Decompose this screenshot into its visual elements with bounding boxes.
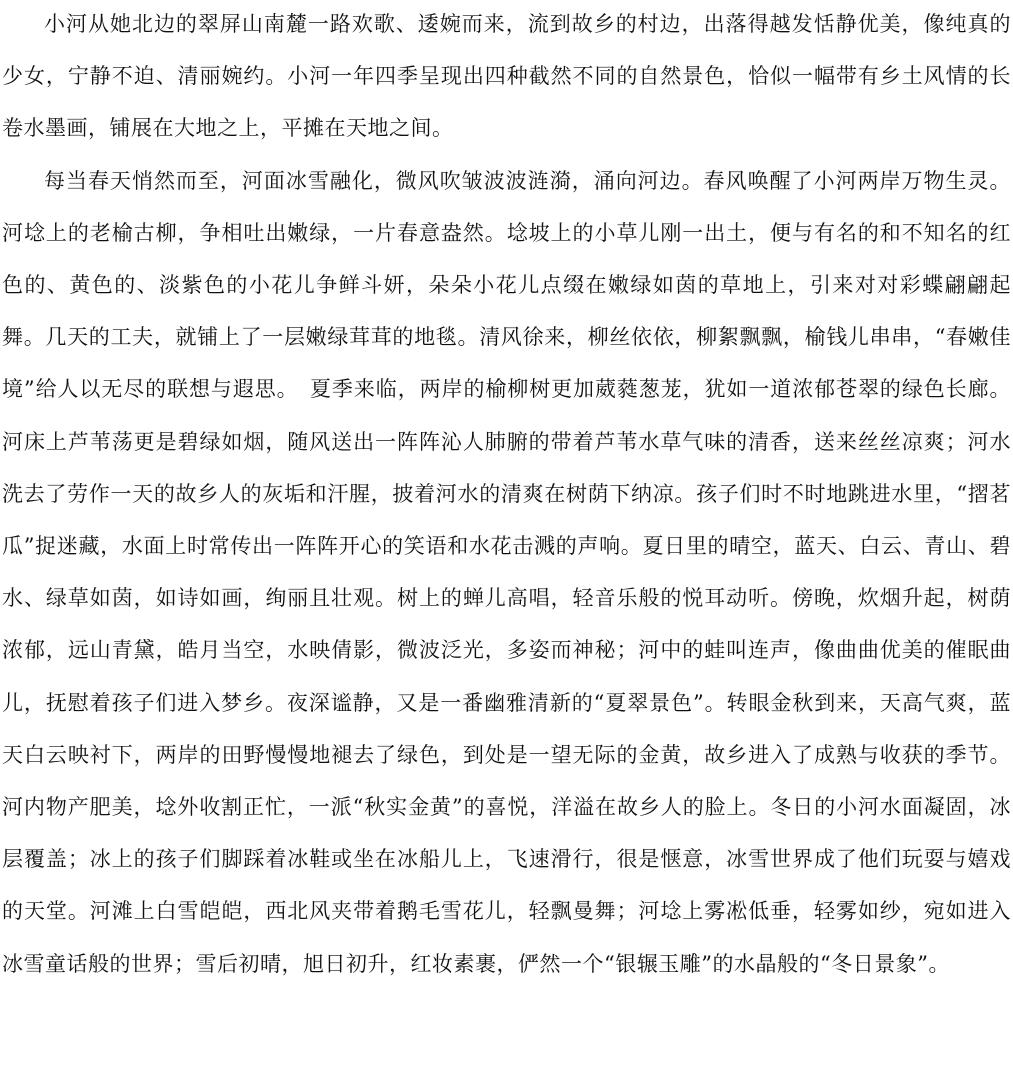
paragraph-intro: 小河从她北边的翠屏山南麓一路欢歌、逶婉而来，流到故乡的村边，出落得越发恬静优美，像纯真的少女，宁静不迫、清丽婉约。小河一年四季呈现出四种截然不同的自然景色，恰似一幅带有乡土风情的长卷水墨画，铺展在大地之上，平摊在天地之间。	[2, 12, 1011, 141]
paragraph-seasons: 每当春天悄然而至，河面冰雪融化，微风吹皱波波涟漪，涌向河边。春风唤醒了小河两岸万物生灵。河埝上的老榆古柳，争相吐出嫩绿，一片春意盎然。埝坡上的小草儿刚一出土，便与有名的和不知名的红色的、黄色的、淡紫色的小花儿争鲜斗妍，朵朵小花儿点缀在嫩绿如茵的草地上，引来对对彩蝶翩翩起舞。几天的工夫，就铺上了一层嫩绿茸茸的地毯。清风徐来，柳丝依依，柳絮飘飘，榆钱儿串串，“春嫩佳境”给人以无尽的联想与遐思。 夏季来临，两岸的榆柳树更加葳蕤葱茏，犹如一道浓郁苍翠的绿色长廊。河床上芦苇荡更是碧绿如烟，随风送出一阵阵沁人肺腑的带着芦苇水草气味的清香，送来丝丝凉爽；河水洗去了劳作一天的故乡人的灰垢和汗腥，披着河水的清爽在树荫下纳凉。孩子们时不时地跳进水里，“摺茗瓜”捉迷藏，水面上时常传出一阵阵开心的笑语和水花击溅的声响。夏日里的晴空，蓝天、白云、青山、碧水、绿草如茵，如诗如画，绚丽且壮观。树上的蝉儿高唱，轻音乐般的悦耳动听。傍晚，炊烟升起，树荫浓郁，远山青黛，皓月当空，水映倩影，微波泛光，多姿而神秘；河中的蛙叫连声，像曲曲优美的催眠曲儿，抚慰着孩子们进入梦乡。夜深谧静，又是一番幽雅清新的“夏翠景色”。转眼金秋到来，天高气爽，蓝天白云映衬下，两岸的田野慢慢地褪去了绿色，到处是一望无际的金黄，故乡进入了成熟与收获的季节。河内物产肥美，埝外收割正忙，一派“秋实金黄”的喜悦，洋溢在故乡人的脸上。冬日的小河水面凝固，冰层覆盖；冰上的孩子们脚踩着冰鞋或坐在冰船儿上，飞速滑行，很是惬意，冰雪世界成了他们玩耍与嬉戏的天堂。河滩上白雪皑皑，西北风夹带着鹅毛雪花儿，轻飘曼舞；河埝上雾凇低垂，轻雾如纱，宛如进入冰雪童话般的世界；雪后初晴，旭日初升，红妆素裹，俨然一个“银辗玉雕”的水晶般的“冬日景象”。	[2, 168, 1011, 976]
